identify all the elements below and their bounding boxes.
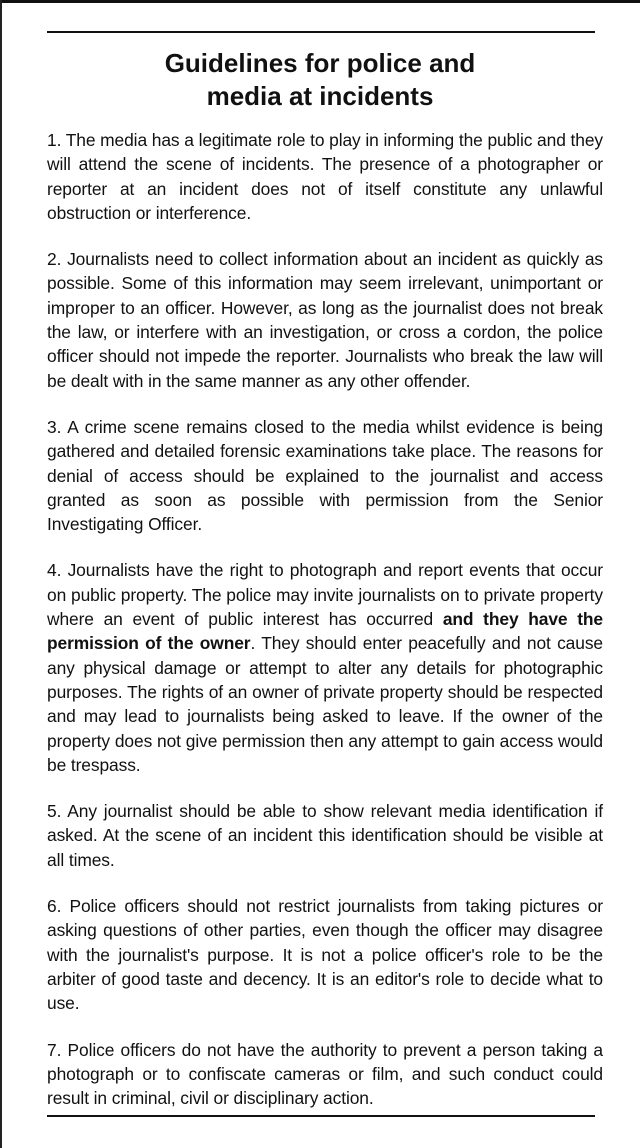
title-line-2: media at incidents — [206, 81, 434, 111]
guideline-paragraph-5: 5. Any journalist should be able to show relevant media identification if asked. At the scene of an incident this identification should be visible at all times. — [47, 801, 603, 870]
guideline-paragraph-2: 2. Journalists need to collect information about an incident as quickly as possible. Some of this information may seem irrelevant, unimportant or improper to an officer. However, as long as the journalist does not break the law, or interfere with an investigation, or cross a cordon, the police officer should not impede the reporter. Journalists who break the law will be dealt with in the same manner as any other offender. — [47, 249, 603, 391]
page-top-edge — [0, 0, 640, 3]
guideline-paragraph-6: 6. Police officers should not restrict journalists from taking pictures or asking questions of other parties, even though the officer may disagree with the journalist's purpose. It is not a police officer's role to be the arbiter of good taste and decency. It is an editor's role to decide what to use. — [47, 896, 603, 1014]
bottom-divider — [47, 1115, 595, 1117]
guideline-paragraph-1: 1. The media has a legitimate role to play in informing the public and they will attend the scene of incidents. The presence of a photographer or reporter at an incident does not of itself constitute any unlawful obstruction or interference. — [47, 130, 603, 223]
page-left-edge — [0, 0, 2, 1148]
title-line-1: Guidelines for police and — [164, 48, 476, 78]
guideline-paragraph-4 — [47, 558, 603, 777]
guideline-paragraph-7: 7. Police officers do not have the authority to prevent a person taking a photograph or to confiscate cameras or film, and such conduct could result in criminal, civil or disciplinary action. — [47, 1039, 603, 1109]
guideline-paragraph-3: 3. A crime scene remains closed to the media whilst evidence is being gathered and detailed forensic examinations take place. The reasons for denial of access should be explained to the journalist and access granted as soon as possible with permission from the Senior Investigating Officer. — [47, 416, 603, 535]
paragraph-4-text-after: . They should enter peacefully and not cause any physical damage or attempt to alter any details for photographic purposes. The rights of an owner of private property should be respected and may lead to journalists being asked to leave. If the owner of the property does not give permission then any attempt to gain access would be trespass. — [47, 633, 603, 775]
paragraph-4-bold-text: and they have the permission of the owner — [47, 609, 603, 654]
paragraph-4-text-before: 4. Journalists have the right to photograph and report events that occur on public property. The police may invite journalists on to private property where an event of public interest has occurred — [47, 560, 603, 630]
top-divider — [47, 31, 595, 33]
guidelines-body — [47, 128, 603, 1132]
document-title — [0, 47, 640, 113]
